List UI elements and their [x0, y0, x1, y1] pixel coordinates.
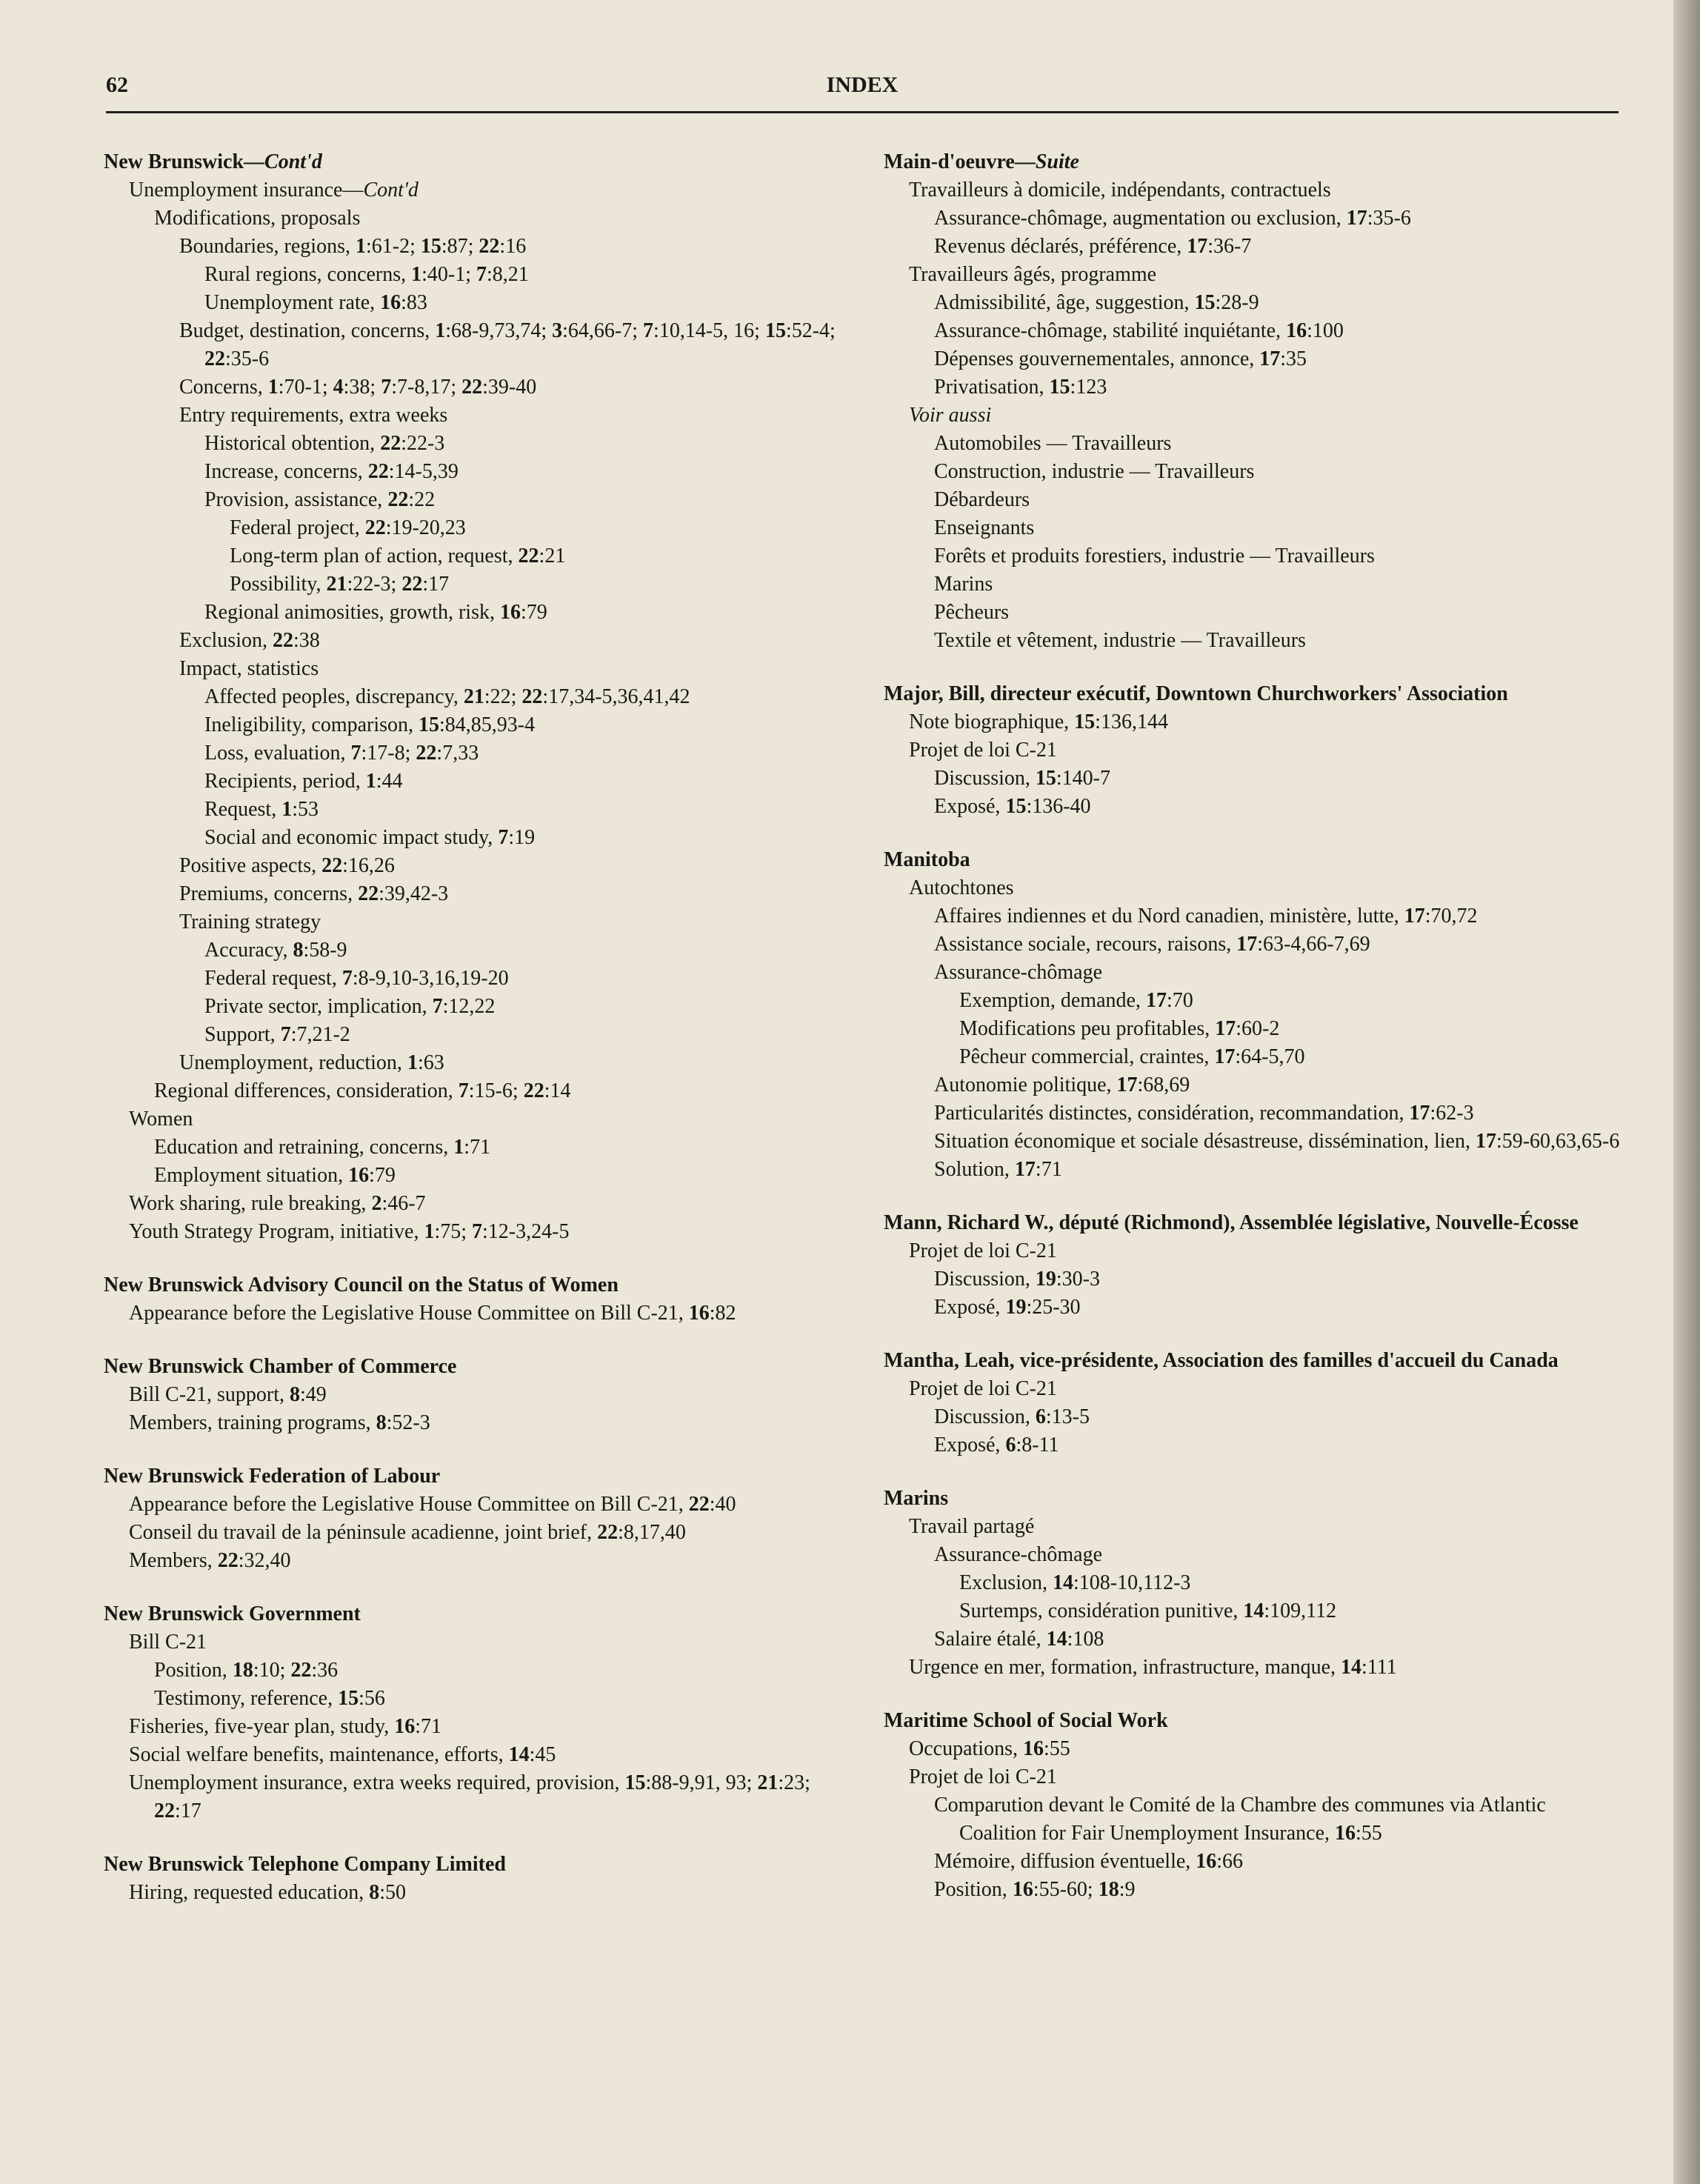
entry-heading: Mantha, Leah, vice-présidente, Association des familles d'accueil du Canada	[884, 1349, 1559, 1372]
index-subentry: Exemption, demande, 17:70	[959, 989, 1193, 1012]
entry-heading: New Brunswick Chamber of Commerce	[104, 1355, 457, 1378]
index-subentry: Revenus déclarés, préférence, 17:36-7	[934, 235, 1252, 258]
index-subentry: Appearance before the Legislative House Committee on Bill C-21, 22:40	[129, 1493, 736, 1516]
index-entry	[884, 1485, 1624, 1682]
index-subentry: Youth Strategy Program, initiative, 1:75; 7:12-3,24-5	[129, 1220, 570, 1243]
index-subentry: Projet de loi C-21	[909, 739, 1057, 762]
index-subentry: Assurance-chômage	[934, 961, 1103, 984]
index-entry	[104, 1600, 856, 1825]
index-entry	[104, 1271, 856, 1328]
entry-heading: New Brunswick Advisory Council on the Status of Women	[104, 1274, 619, 1296]
index-subentry: Long-term plan of action, request, 22:21	[230, 545, 566, 567]
page-header	[106, 73, 1619, 111]
index-subentry: Positive aspects, 22:16,26	[179, 854, 395, 877]
page-title: INDEX	[826, 73, 899, 97]
index-subentry: Voir aussi	[909, 404, 992, 427]
index-subentry: Discussion, 15:140-7	[934, 767, 1111, 790]
index-subentry: Federal request, 7:8-9,10-3,16,19-20	[204, 967, 509, 990]
entry-heading: Maritime School of Social Work	[884, 1709, 1168, 1732]
index-subentry: Unemployment rate, 16:83	[204, 291, 427, 314]
index-subentry: Private sector, implication, 7:12,22	[204, 995, 496, 1018]
index-subentry: Unemployment, reduction, 1:63	[179, 1051, 444, 1074]
index-subentry: Accuracy, 8:58-9	[204, 939, 347, 962]
index-subentry: Textile et vêtement, industrie — Travailleurs	[934, 629, 1306, 652]
index-subentry: Travailleurs à domicile, indépendants, contractuels	[909, 179, 1331, 202]
index-subentry: Regional animosities, growth, risk, 16:79	[204, 601, 547, 624]
index-subentry: Assurance-chômage	[934, 1543, 1103, 1566]
index-subentry: Hiring, requested education, 8:50	[129, 1881, 407, 1904]
entry-heading: Manitoba	[884, 848, 970, 871]
index-subentry: Exclusion, 14:108-10,112-3	[959, 1571, 1191, 1594]
index-subentry: Particularités distinctes, considération, recommandation, 17:62-3	[934, 1102, 1474, 1125]
index-subentry: Situation économique et sociale désastreuse, dissémination, lien, 17:59-60,63,65-6	[934, 1130, 1620, 1153]
index-subentry: Construction, industrie — Travailleurs	[934, 460, 1255, 483]
index-subentry: Loss, evaluation, 7:17-8; 22:7,33	[204, 742, 479, 765]
index-subentry: Rural regions, concerns, 1:40-1; 7:8,21	[204, 263, 529, 286]
index-subentry: Affaires indiennes et du Nord canadien, ministère, lutte, 17:70,72	[934, 905, 1478, 928]
index-subentry: Occupations, 16:55	[909, 1737, 1070, 1760]
index-subentry: Enseignants	[934, 516, 1035, 539]
left-column	[104, 148, 856, 1932]
index-subentry: Urgence en mer, formation, infrastructure, manque, 14:111	[909, 1656, 1397, 1679]
entry-heading: New Brunswick—Cont'd	[104, 150, 322, 173]
entry-heading: New Brunswick Telephone Company Limited	[104, 1853, 506, 1876]
index-subentry: Provision, assistance, 22:22	[204, 488, 436, 511]
index-subentry: Modifications peu profitables, 17:60-2	[959, 1017, 1280, 1040]
index-subentry: Ineligibility, comparison, 15:84,85,93-4	[204, 713, 536, 736]
index-subentry: Request, 1:53	[204, 798, 319, 821]
index-subentry: Exclusion, 22:38	[179, 629, 320, 652]
entry-heading: New Brunswick Federation of Labour	[104, 1465, 441, 1488]
index-subentry: Marins	[934, 573, 993, 596]
index-entry	[884, 148, 1624, 655]
index-subentry: Automobiles — Travailleurs	[934, 432, 1172, 455]
index-subentry: Concerns, 1:70-1; 4:38; 7:7-8,17; 22:39-40	[179, 376, 537, 399]
index-subentry: Federal project, 22:19-20,23	[230, 516, 466, 539]
index-subentry: Bill C-21	[129, 1631, 207, 1654]
index-subentry: Projet de loi C-21	[909, 1765, 1057, 1788]
index-subentry: Modifications, proposals	[154, 207, 361, 230]
index-subentry: Social and economic impact study, 7:19	[204, 826, 536, 849]
index-subentry: Admissibilité, âge, suggestion, 15:28-9	[934, 291, 1259, 314]
index-subentry: Conseil du travail de la péninsule acadienne, joint brief, 22:8,17,40	[129, 1521, 686, 1544]
index-entry	[104, 1353, 856, 1437]
index-subentry: Projet de loi C-21	[909, 1239, 1057, 1262]
index-subentry: Possibility, 21:22-3; 22:17	[230, 573, 450, 596]
index-subentry: Regional differences, consideration, 7:15-6; 22:14	[154, 1079, 571, 1102]
index-subentry: Projet de loi C-21	[909, 1377, 1057, 1400]
index-subentry: Assistance sociale, recours, raisons, 17:63-4,66-7,69	[934, 933, 1370, 956]
index-subentry: Pêcheur commercial, craintes, 17:64-5,70	[959, 1045, 1305, 1068]
index-subentry: Bill C-21, support, 8:49	[129, 1383, 327, 1406]
index-subentry: Travail partagé	[909, 1515, 1035, 1538]
index-subentry: Autochtones	[909, 876, 1014, 899]
entry-heading: Major, Bill, directeur exécutif, Downtown Churchworkers' Association	[884, 682, 1508, 705]
right-column	[884, 148, 1624, 1929]
index-subentry: Employment situation, 16:79	[154, 1164, 396, 1187]
entry-heading: New Brunswick Government	[104, 1602, 361, 1625]
index-subentry: Assurance-chômage, stabilité inquiétante, 16:100	[934, 319, 1344, 342]
index-subentry: Support, 7:7,21-2	[204, 1023, 350, 1046]
index-subentry: Members, 22:32,40	[129, 1549, 291, 1572]
index-subentry: Privatisation, 15:123	[934, 376, 1107, 399]
index-subentry: Entry requirements, extra weeks	[179, 404, 448, 427]
index-subentry: Position, 18:10; 22:36	[154, 1659, 339, 1682]
entry-heading: Mann, Richard W., député (Richmond), Assemblée législative, Nouvelle-Écosse	[884, 1211, 1579, 1234]
index-subentry: Education and retraining, concerns, 1:71	[154, 1136, 491, 1159]
index-subentry: Forêts et produits forestiers, industrie — Travailleurs	[934, 545, 1375, 567]
index-subentry: Historical obtention, 22:22-3	[204, 432, 445, 455]
index-entry	[884, 680, 1624, 821]
index-entry	[884, 1707, 1624, 1904]
index-subentry: Boundaries, regions, 1:61-2; 15:87; 22:16	[179, 235, 527, 258]
page-edge-shadow	[1673, 0, 1700, 2184]
entry-heading: Marins	[884, 1487, 949, 1510]
index-subentry: Unemployment insurance, extra weeks required, provision, 15:88-9,91, 93; 21:23; 22:17	[129, 1771, 810, 1822]
index-subentry: Surtemps, considération punitive, 14:109,112	[959, 1599, 1337, 1622]
index-subentry: Training strategy	[179, 910, 321, 933]
index-entry	[104, 1462, 856, 1575]
index-subentry: Salaire étalé, 14:108	[934, 1628, 1104, 1651]
index-entry	[104, 148, 856, 1246]
index-subentry: Appearance before the Legislative House Committee on Bill C-21, 16:82	[129, 1302, 736, 1325]
index-subentry: Pêcheurs	[934, 601, 1010, 624]
index-subentry: Comparution devant le Comité de la Chambre des communes via Atlantic Coalition for Fair Unemployment Insurance, 16:55	[934, 1794, 1546, 1845]
header-rule	[106, 111, 1619, 113]
index-entry	[884, 846, 1624, 1184]
index-subentry: Premiums, concerns, 22:39,42-3	[179, 882, 449, 905]
index-subentry: Fisheries, five-year plan, study, 16:71	[129, 1715, 441, 1738]
index-subentry: Affected peoples, discrepancy, 21:22; 22:17,34-5,36,41,42	[204, 685, 690, 708]
index-subentry: Social welfare benefits, maintenance, efforts, 14:45	[129, 1743, 556, 1766]
index-subentry: Note biographique, 15:136,144	[909, 710, 1168, 733]
index-subentry: Mémoire, diffusion éventuelle, 16:66	[934, 1850, 1244, 1873]
index-subentry: Recipients, period, 1:44	[204, 770, 403, 793]
index-subentry: Members, training programs, 8:52-3	[129, 1411, 430, 1434]
index-subentry: Women	[129, 1108, 193, 1131]
page-number: 62	[106, 73, 128, 97]
index-subentry: Débardeurs	[934, 488, 1030, 511]
index-subentry: Impact, statistics	[179, 657, 319, 680]
entry-heading: Main-d'oeuvre—Suite	[884, 150, 1079, 173]
index-subentry: Testimony, reference, 15:56	[154, 1687, 385, 1710]
index-subentry: Work sharing, rule breaking, 2:46-7	[129, 1192, 426, 1215]
index-subentry: Discussion, 6:13-5	[934, 1405, 1090, 1428]
index-subentry: Position, 16:55-60; 18:9	[934, 1878, 1136, 1901]
index-subentry: Exposé, 15:136-40	[934, 795, 1091, 818]
index-subentry: Autonomie politique, 17:68,69	[934, 1073, 1190, 1096]
index-entry	[884, 1347, 1624, 1459]
index-subentry: Budget, destination, concerns, 1:68-9,73,74; 3:64,66-7; 7:10,14-5, 16; 15:52-4; 22:35-6	[179, 319, 836, 370]
index-subentry: Exposé, 19:25-30	[934, 1296, 1081, 1319]
index-subentry: Assurance-chômage, augmentation ou exclusion, 17:35-6	[934, 207, 1411, 230]
index-subentry: Solution, 17:71	[934, 1158, 1062, 1181]
index-subentry: Dépenses gouvernementales, annonce, 17:35	[934, 347, 1307, 370]
index-entry	[104, 1851, 856, 1907]
index-entry	[884, 1209, 1624, 1322]
index-subentry: Discussion, 19:30-3	[934, 1268, 1101, 1291]
index-subentry: Travailleurs âgés, programme	[909, 263, 1157, 286]
index-subentry: Increase, concerns, 22:14-5,39	[204, 460, 459, 483]
index-subentry: Unemployment insurance—Cont'd	[129, 179, 419, 202]
index-subentry: Exposé, 6:8-11	[934, 1434, 1059, 1456]
